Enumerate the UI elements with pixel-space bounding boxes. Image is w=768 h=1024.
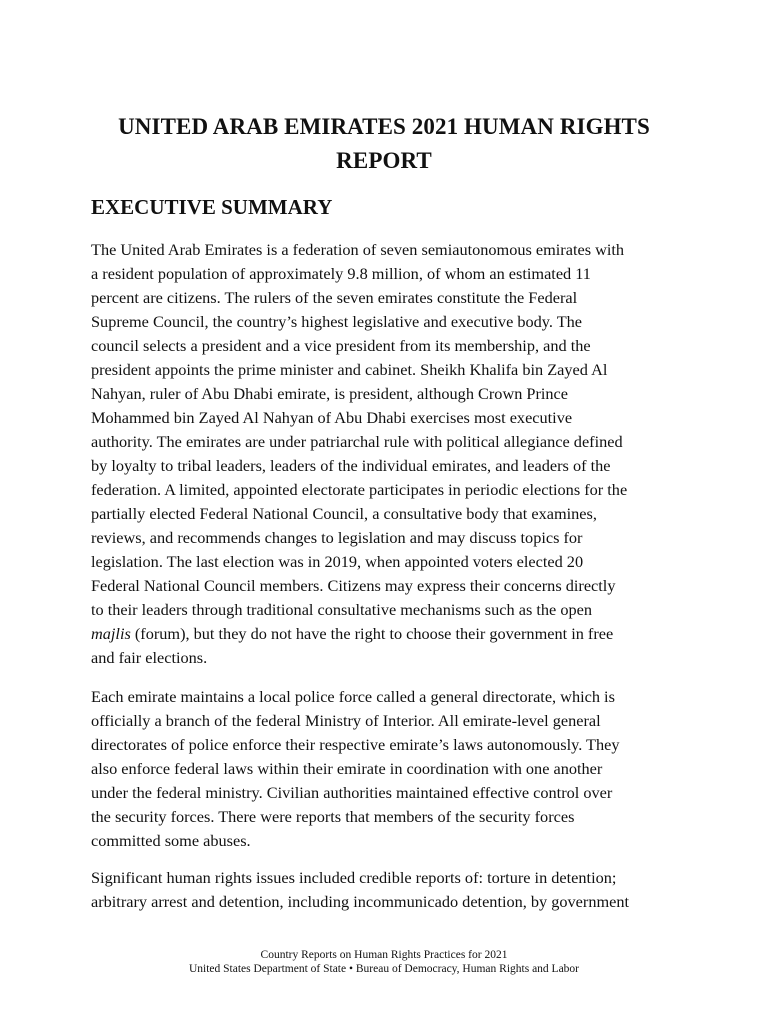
paragraph-1-line: a resident population of approximately 9.8 million, of whom an estimated 11 (91, 264, 591, 283)
paragraph-2-line: Each emirate maintains a local police force called a general directorate, which is (91, 687, 615, 706)
title-line-1: UNITED ARAB EMIRATES 2021 HUMAN RIGHTS (118, 114, 650, 139)
paragraph-2 (91, 685, 691, 853)
paragraph-1-line: Supreme Council, the country’s highest legislative and executive body. The (91, 312, 583, 331)
paragraph-1-line: reviews, and recommends changes to legislation and may discuss topics for (91, 528, 583, 547)
paragraph-1-line: by loyalty to tribal leaders, leaders of the individual emirates, and leaders of the (91, 456, 611, 475)
title-line-2: REPORT (336, 148, 432, 173)
paragraph-1 (91, 238, 691, 670)
paragraph-1-line: Nahyan, ruler of Abu Dhabi emirate, is president, although Crown Prince (91, 384, 569, 403)
paragraph-2-line: under the federal ministry. Civilian authorities maintained effective control over (91, 783, 613, 802)
paragraph-1-line: legislation. The last election was in 2019, when appointed voters elected 20 (91, 552, 584, 571)
paragraph-3-line: arbitrary arrest and detention, including incommunicado detention, by government (91, 892, 630, 911)
paragraph-1-line (91, 622, 691, 646)
paragraph-1-line: and fair elections. (91, 648, 208, 667)
paragraph-1-line: percent are citizens. The rulers of the seven emirates constitute the Federal (91, 288, 578, 307)
footer-report-title: Country Reports on Human Rights Practices for 2021 (260, 949, 508, 961)
paragraph-2-line: committed some abuses. (91, 831, 251, 850)
paragraph-3-line: Significant human rights issues included credible reports of: torture in detention; (91, 868, 617, 887)
footer-department: United States Department of State • Bureau of Democracy, Human Rights and Labor (188, 963, 580, 975)
paragraph-1-line: partially elected Federal National Council, a consultative body that examines, (91, 504, 597, 523)
paragraph-2-line: officially a branch of the federal Ministry of Interior. All emirate-level general (91, 711, 601, 730)
paragraph-1-line-17-rest: (forum), but they do not have the right to choose their government in free (130, 624, 614, 643)
paragraph-1-line: federation. A limited, appointed electorate participates in periodic elections for the (91, 480, 628, 499)
paragraph-2-line: directorates of police enforce their respective emirate’s laws autonomously. They (91, 735, 620, 754)
section-heading: EXECUTIVE SUMMARY (91, 195, 333, 219)
majlis-term: majlis (91, 624, 131, 643)
page-footer (84, 948, 684, 976)
paragraph-1-line: president appoints the prime minister and cabinet. Sheikh Khalifa bin Zayed Al (91, 360, 608, 379)
paragraph-2-line: also enforce federal laws within their emirate in coordination with one another (91, 759, 603, 778)
paragraph-1-line: authority. The emirates are under patriarchal rule with political allegiance defined (91, 432, 623, 451)
paragraph-1-line: Federal National Council members. Citizens may express their concerns directly (91, 576, 616, 595)
paragraph-1-line: council selects a president and a vice president from its membership, and the (91, 336, 591, 355)
paragraph-3 (91, 866, 691, 914)
paragraph-2-line: the security forces. There were reports that members of the security forces (91, 807, 575, 826)
paragraph-1-line: The United Arab Emirates is a federation of seven semiautonomous emirates with (91, 240, 625, 259)
document-title (60, 110, 708, 178)
paragraph-1-line: Mohammed bin Zayed Al Nahyan of Abu Dhabi exercises most executive (91, 408, 573, 427)
paragraph-1-line: to their leaders through traditional consultative mechanisms such as the open (91, 600, 592, 619)
